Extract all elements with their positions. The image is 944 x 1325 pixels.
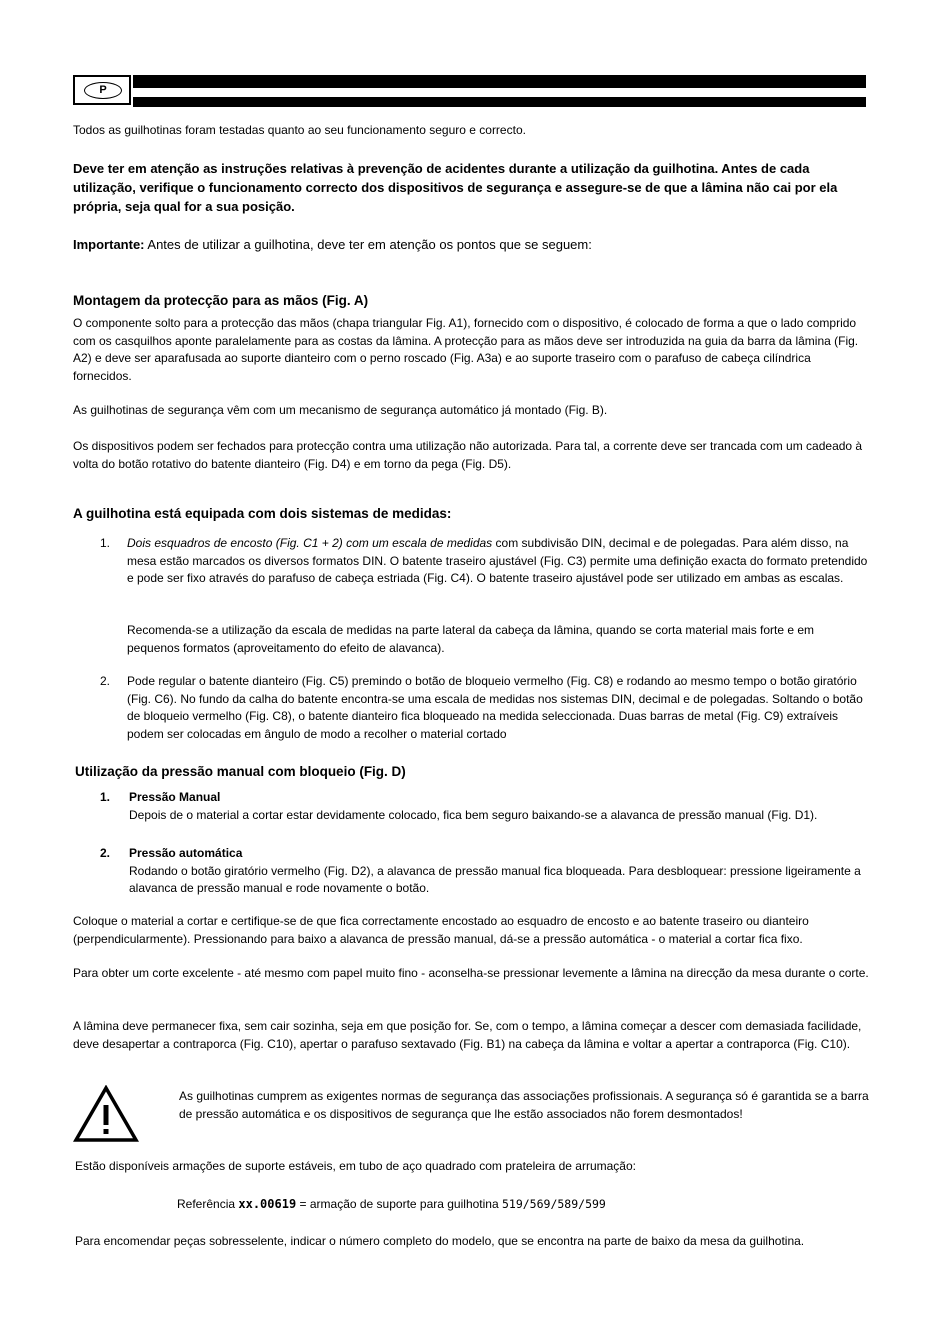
blade-adjust-paragraph: A lâmina deve permanecer fixa, sem cair sozinha, seja em que posição for. Se, com o tempo, a lâmina começar a descer com demasiada facilidade, deve desapertar a contraporca (Fig. C10), apertar o parafuso sextavado (Fig. B1) na cabeça da lâmina e voltar a apertar a contraporca (Fig. C10). bbox=[73, 1019, 862, 1051]
safety-warning: Deve ter em atenção as instruções relativas à prevenção de acidentes durante a utilização da guilhotina. Antes de cada utilização, verifique o funcionamento correcto dos dispositivos de segurança e assegure-se de que a lâmina não cai por ela própria, seja qual for a sua posição. bbox=[73, 161, 838, 214]
reference-prefix: Referência bbox=[177, 1197, 239, 1211]
placement-paragraph: Coloque o material a cortar e certifique-se de que fica correctamente encostado ao esquadro de encosto e ao batente traseiro ou dianteiro (perpendicularmente). Pressionando para baixo a alavanca de pressão manual, dá-se a pressão automática - o material a cortar fica fixo. bbox=[73, 914, 809, 946]
reference-middle: = armação de suporte para guilhotina bbox=[296, 1197, 502, 1211]
measuring-item-1 bbox=[127, 535, 869, 588]
auto-pressure-text: Rodando o botão giratório vermelho (Fig. D2), a alavanca de pressão manual fica bloqueada. Para desbloquear: pressione ligeiramente a alavanca de pressão manual e rode novamente o botão. bbox=[129, 863, 861, 895]
auto-pressure-item bbox=[129, 845, 871, 898]
reference-code: xx.00619 bbox=[238, 1197, 297, 1211]
lock-paragraph: Os dispositivos podem ser fechados para protecção contra uma utilização não autorizada. Para tal, a corrente deve ser trancada com um cadeado à volta do botão rotativo do batente dianteiro (Fig. D4) e em torno da pega (Fig. D5). bbox=[73, 439, 863, 471]
spare-parts-note: Para encomendar peças sobresselente, indicar o número completo do modelo, que se encontra na parte de baixo da mesa da guilhotina. bbox=[75, 1234, 805, 1248]
auto-pressure-title: Pressão automática bbox=[129, 846, 243, 860]
list-number: 2. bbox=[100, 674, 111, 688]
stands-availability: Estão disponíveis armações de suporte estáveis, em tubo de aço quadrado com prateleira de arrumação: bbox=[75, 1159, 636, 1173]
important-text: Antes de utilizar a guilhotina, deve ter em atenção os pontos que se seguem: bbox=[144, 237, 592, 252]
measuring-item-1-italic: Dois esquadros de encosto (Fig. C1 + 2) com um escala de medidas bbox=[127, 536, 493, 550]
language-badge bbox=[73, 75, 131, 105]
list-number: 1. bbox=[100, 790, 111, 804]
intro-text: Todos as guilhotinas foram testadas quanto ao seu funcionamento seguro e correcto. bbox=[73, 123, 526, 137]
list-number: 1. bbox=[100, 536, 111, 550]
auto-safety-paragraph: As guilhotinas de segurança vêm com um mecanismo de segurança automático já montado (Fig. B). bbox=[73, 403, 608, 417]
stand-reference bbox=[177, 1196, 867, 1214]
header-bar-top bbox=[133, 75, 866, 88]
page-header bbox=[73, 75, 866, 109]
manual-pressure-title: Pressão Manual bbox=[129, 790, 221, 804]
measuring-item-2: Pode regular o batente dianteiro (Fig. C5) premindo o botão de bloqueio vermelho (Fig. C8) e rodando ao mesmo tempo o botão giratório (Fig. C6). No fundo da calha do batente encontra-se uma escala de medidas nos sistemas DIN, decimal e de polegadas. Soltando o botão de bloqueio vermelho (Fig. C8), o batente dianteiro fica bloqueado na medida seleccionada. Duas barras de metal (Fig. C9) extraíveis podem ser colocadas em ângulo de modo a recolher o material cortado bbox=[127, 674, 863, 741]
manual-pressure-text: Depois de o material a cortar estar devidamente colocado, fica bem seguro baixando-se a alavanca de pressão manual (Fig. D1). bbox=[129, 807, 818, 822]
section-title-pressure: Utilização da pressão manual com bloqueio (Fig. D) bbox=[75, 764, 406, 779]
measuring-recommendation: Recomenda-se a utilização da escala de medidas na parte lateral da cabeça da lâmina, quando se corta material mais forte e em pequenos formatos (aproveitamento do efeito de alavanca). bbox=[127, 623, 815, 655]
safety-standards-note: As guilhotinas cumprem as exigentes normas de segurança das associações profissionais. A segurança só é garantida se a barra de pressão automática e os dispositivos de segurança que lhe estão associados não forem desmontados! bbox=[179, 1089, 869, 1121]
header-bar-bottom bbox=[133, 97, 866, 107]
section-title-hand-guard: Montagem da protecção para as mãos (Fig. A) bbox=[73, 293, 369, 308]
warning-triangle-icon bbox=[73, 1085, 139, 1143]
language-code: P bbox=[84, 82, 122, 99]
reference-models: 519/569/589/599 bbox=[501, 1197, 606, 1211]
manual-pressure-item bbox=[129, 789, 871, 824]
list-number: 2. bbox=[100, 846, 111, 860]
measuring-item-1-text: com subdivisão DIN, decimal e de polegadas. Para além disso, na mesa estão marcados os diversos formatos DIN. O batente traseiro ajustável (Fig. C3) permite uma definição exacta do formato pretendido e pode ser fixo através do parafuso de cabeça estriada (Fig. C4). O batente traseiro ajustável pode ser utilizado em ambas as escalas. bbox=[127, 536, 868, 585]
section-title-measuring: A guilhotina está equipada com dois sistemas de medidas: bbox=[73, 506, 452, 521]
cutting-tip-paragraph: Para obter um corte excelente - até mesmo com papel muito fino - aconselha-se pressionar levemente a lâmina na direcção da mesa durante o corte. bbox=[73, 966, 869, 980]
important-label: Importante: bbox=[73, 237, 145, 252]
hand-guard-paragraph: O componente solto para a protecção das mãos (chapa triangular Fig. A1), fornecido com o dispositivo, é colocado de forma a que o lado comprido com os casquilhos aponte paralelamente para as costas da lâmina. A protecção para as mãos deve ser introduzida na guia da barra da lâmina (Fig. A2) e deve ser aparafusada ao suporte dianteiro com o perno roscado (Fig. A3a) e ao suporte traseiro com o parafuso de cabeça cilíndrica fornecidos. bbox=[73, 316, 859, 383]
important-note bbox=[73, 235, 869, 254]
